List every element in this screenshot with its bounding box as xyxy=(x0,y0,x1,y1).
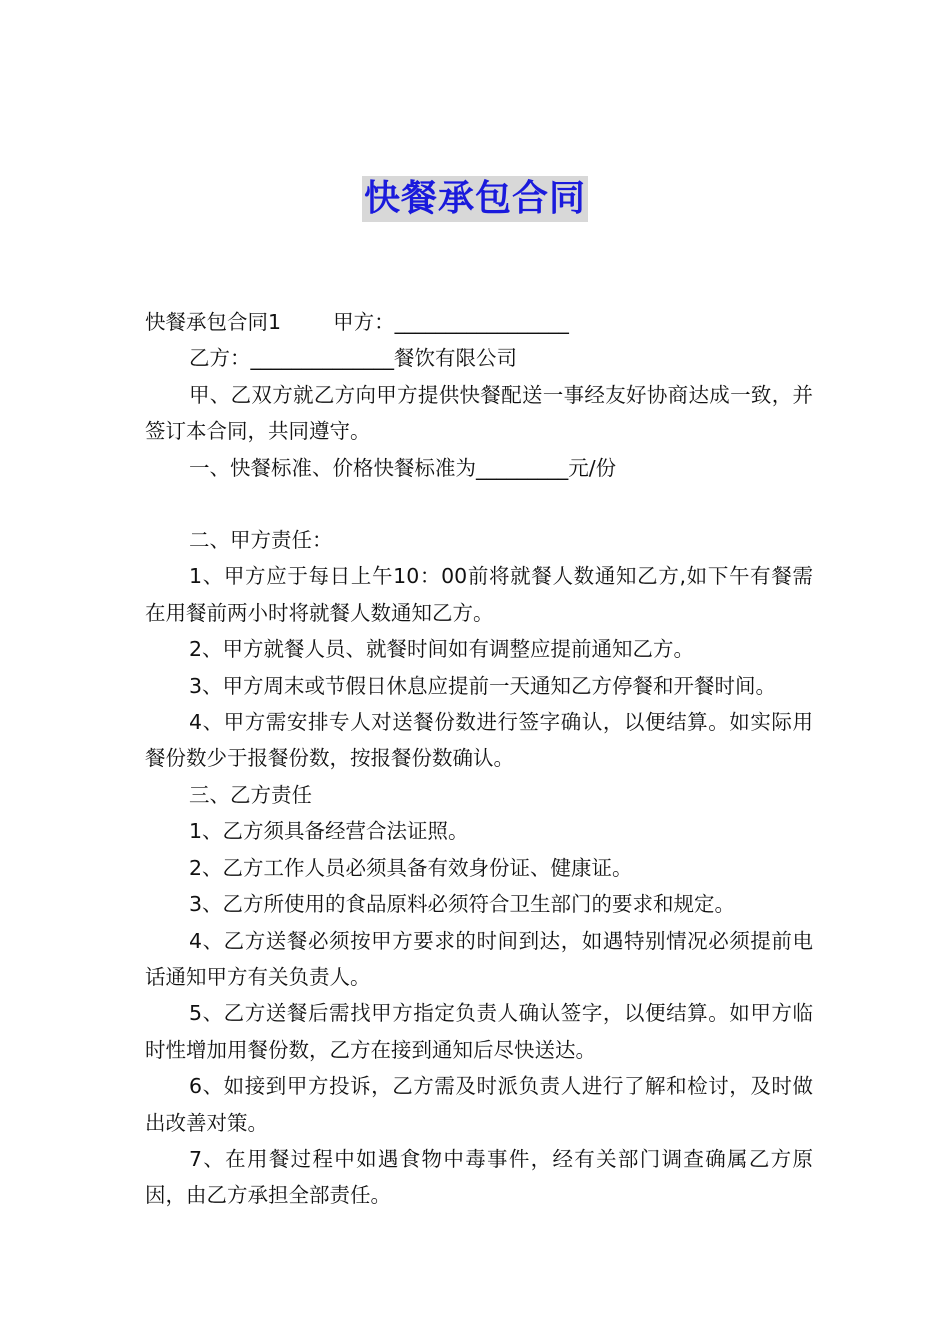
section-2-heading: 二、甲方责任： xyxy=(189,528,333,553)
section-3-heading: 三、乙方责任 xyxy=(189,782,312,807)
clause-2-3: 3、甲方周末或节假日休息应提前一天通知乙方停餐和开餐时间。 xyxy=(189,673,777,698)
section-1-heading: 一、快餐标准、价格快餐标准为_________元/份 xyxy=(189,455,617,480)
title-container xyxy=(0,176,950,222)
intro-paragraph: 甲、乙双方就乙方向甲方提供快餐配送一事经友好协商达成一致，并签订本合同，共同遵守。 xyxy=(145,382,813,444)
clause-3-2: 2、乙方工作人员必须具备有效身份证、健康证。 xyxy=(189,855,633,880)
clause-3-4: 4、乙方送餐必须按甲方要求的时间到达，如遇特别情况必须提前电话通知甲方有关负责人。 xyxy=(145,928,813,989)
document-body xyxy=(145,304,813,1214)
party-b-line: 乙方：______________餐饮有限公司 xyxy=(189,346,517,371)
document-title: 快餐承包合同 xyxy=(362,176,588,222)
clause-3-7: 7、在用餐过程中如遇食物中毒事件，经有关部门调查确属乙方原因，由乙方承担全部责任。 xyxy=(145,1146,813,1208)
clause-2-2: 2、甲方就餐人员、就餐时间如有调整应提前通知乙方。 xyxy=(189,637,695,662)
clause-2-4: 4、甲方需安排专人对送餐份数进行签字确认，以便结算。如实际用餐份数少于报餐份数，按报餐份数确认。 xyxy=(145,710,813,771)
blank-line xyxy=(145,486,813,522)
clause-3-3: 3、乙方所使用的食品原料必须符合卫生部门的要求和规定。 xyxy=(189,892,736,917)
clause-3-6: 6、如接到甲方投诉，乙方需及时派负责人进行了解和检讨，及时做出改善对策。 xyxy=(145,1074,813,1135)
clause-3-1: 1、乙方须具备经营合法证照。 xyxy=(189,819,469,844)
clause-3-5: 5、乙方送餐后需找甲方指定负责人确认签字，以便结算。如甲方临时性增加用餐份数，乙方在接到通知后尽快送达。 xyxy=(145,1001,813,1062)
clause-2-1: 1、甲方应于每日上午10：00前将就餐人数通知乙方,如下午有餐需在用餐前两小时将就餐人数通知乙方。 xyxy=(145,564,813,625)
contract-header-line: 快餐承包合同1 甲方：_________________ xyxy=(145,310,569,334)
